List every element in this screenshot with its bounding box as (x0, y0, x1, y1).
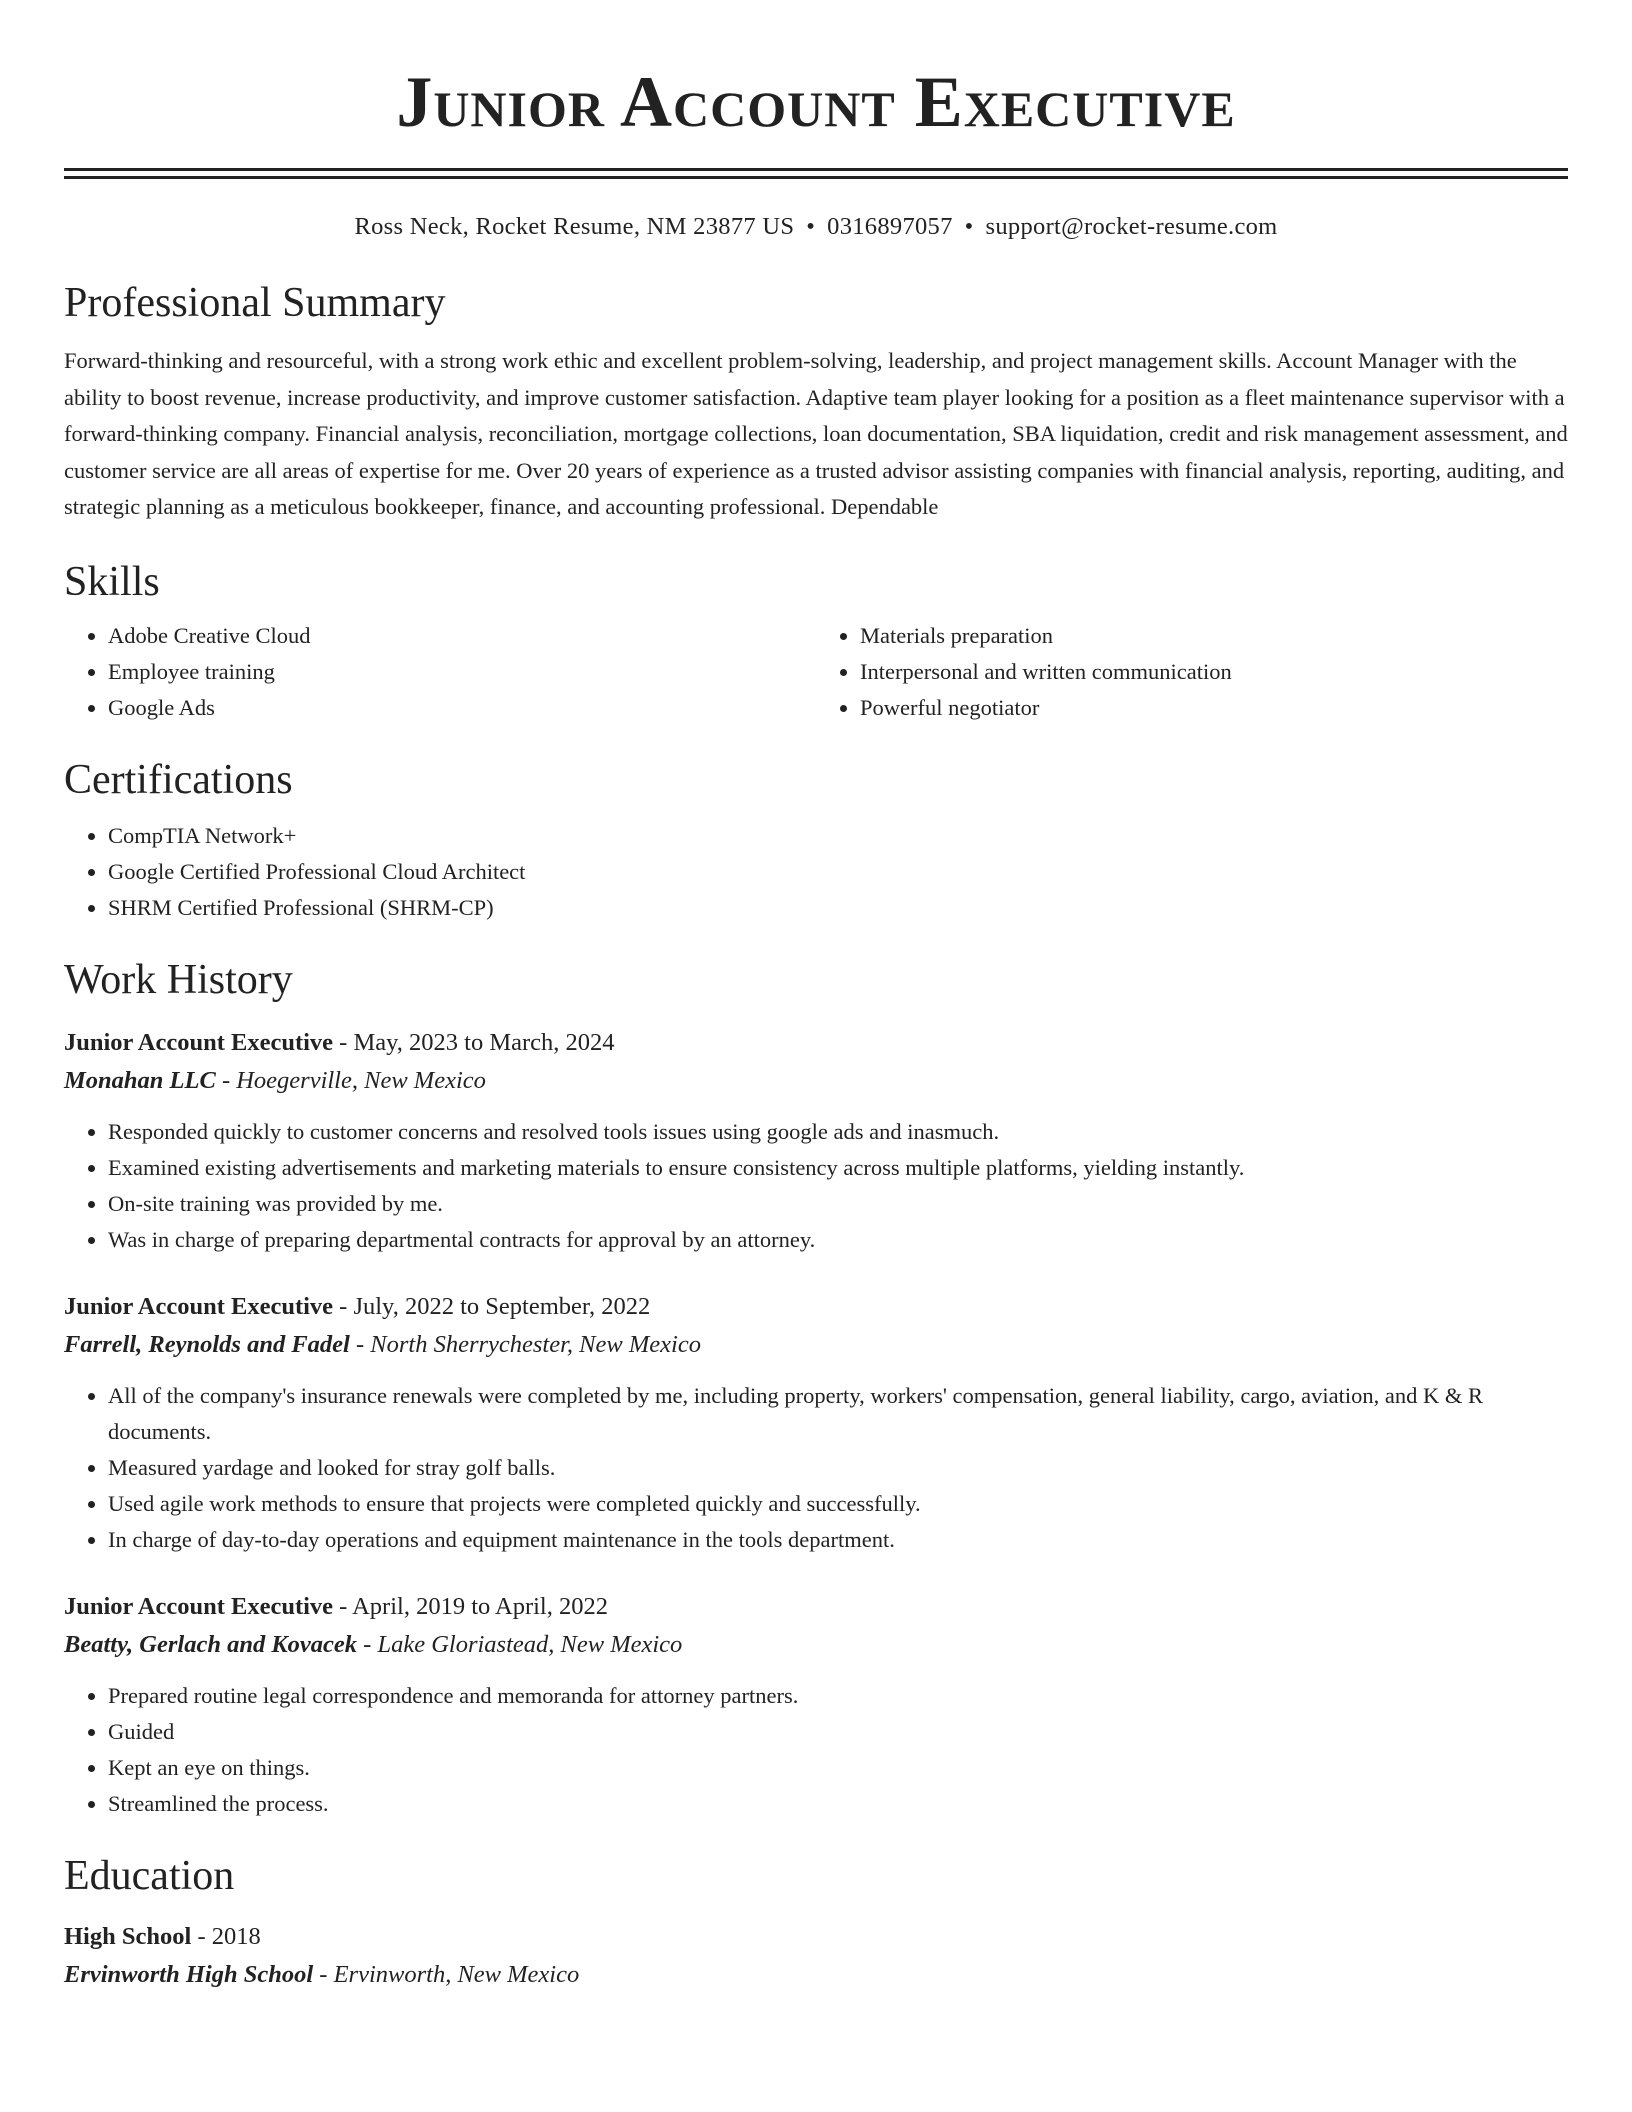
job-bullet: • Kept an eye on things. (108, 1750, 1568, 1786)
company-line (64, 1326, 1568, 1364)
job-bullets (64, 1378, 1568, 1558)
job-bullet: • Streamlined the process. (108, 1786, 1568, 1822)
contact-separator: • (964, 213, 974, 240)
contact-line (64, 209, 1568, 245)
job-entry (64, 1588, 1568, 1822)
skill-item: • Powerful negotiator (860, 690, 1568, 726)
skills-list-left (64, 618, 816, 726)
company-line (64, 1626, 1568, 1664)
company-name: Farrell, Reynolds and Fadel (64, 1330, 350, 1358)
contact-phone: 0316897057 (827, 213, 953, 240)
job-bullet: • Prepared routine legal correspondence and memoranda for attorney partners. (108, 1678, 1568, 1714)
degree-name: High School (64, 1922, 192, 1950)
job-bullet: • Used agile work methods to ensure that projects were completed quickly and successfully. (108, 1486, 1568, 1522)
job-dates: - April, 2019 to April, 2022 (333, 1592, 608, 1620)
company-line (64, 1062, 1568, 1100)
skill-item: • Adobe Creative Cloud (108, 618, 816, 654)
skills-heading: Skills (64, 558, 160, 605)
job-bullet: • Responded quickly to customer concerns and resolved tools issues using google ads and inasmuch. (108, 1114, 1568, 1150)
skills-list-right (816, 618, 1568, 726)
education-entry (64, 1918, 1568, 1994)
skill-item: • Employee training (108, 654, 816, 690)
job-entry (64, 1024, 1568, 1258)
certification-item: • CompTIA Network+ (108, 818, 1568, 854)
skill-item: • Google Ads (108, 690, 816, 726)
certifications-heading: Certifications (64, 756, 293, 803)
skills-columns (64, 618, 1568, 726)
education-heading: Education (64, 1852, 235, 1899)
job-title-line (64, 1288, 1568, 1326)
job-bullet: • Guided (108, 1714, 1568, 1750)
certification-item: • Google Certified Professional Cloud Architect (108, 854, 1568, 890)
job-bullets (64, 1114, 1568, 1258)
school-line (64, 1956, 1568, 1994)
job-bullets (64, 1678, 1568, 1822)
job-bullet: • Examined existing advertisements and marketing materials to ensure consistency across multiple platforms, yielding instantly. (108, 1150, 1568, 1186)
job-bullet: • Measured yardage and looked for stray golf balls. (108, 1450, 1568, 1486)
skill-item: • Interpersonal and written communication (860, 654, 1568, 690)
job-title-line (64, 1588, 1568, 1626)
job-title: Junior Account Executive (64, 1028, 334, 1056)
certifications-list (64, 818, 1568, 926)
school-name: Ervinworth High School (64, 1960, 314, 1988)
company-location: - Lake Gloriastead, New Mexico (357, 1630, 683, 1658)
job-title: Junior Account Executive (64, 1292, 334, 1320)
company-location: - North Sherrychester, New Mexico (349, 1330, 701, 1358)
company-location: - Hoegerville, New Mexico (215, 1066, 486, 1094)
job-dates: - May, 2023 to March, 2024 (333, 1028, 615, 1056)
company-name: Monahan LLC (64, 1066, 216, 1094)
job-title-line (64, 1024, 1568, 1062)
title-double-rule (64, 168, 1568, 179)
job-dates: - July, 2022 to September, 2022 (333, 1292, 651, 1320)
work-history-heading: Work History (64, 956, 293, 1003)
job-title: Junior Account Executive (64, 1592, 334, 1620)
summary-text: Forward-thinking and resourceful, with a strong work ethic and excellent problem-solving, leadership, and project management skills. Account Manager with the ability to boost revenue, increase productivity, and improve customer satisfaction. Adaptive team player looking for a position as a fleet maintenance supervisor with a forward-thinking company. Financial analysis, reconciliation, mortgage collections, loan documentation, SBA liquidation, credit and risk management assessment, and customer service are all areas of expertise for me. Over 20 years of experience as a trusted advisor assisting companies with financial analysis, reporting, auditing, and strategic planning as a meticulous bookkeeper, finance, and accounting professional. Dependable (64, 348, 1568, 519)
school-location: - Ervinworth, New Mexico (313, 1960, 580, 1988)
certification-item: • SHRM Certified Professional (SHRM-CP) (108, 890, 1568, 926)
degree-line (64, 1918, 1568, 1956)
contact-email: support@rocket-resume.com (985, 213, 1278, 240)
job-bullet: • Was in charge of preparing departmental contracts for approval by an attorney. (108, 1222, 1568, 1258)
job-bullet: • On-site training was provided by me. (108, 1186, 1568, 1222)
job-bullet: • In charge of day-to-day operations and equipment maintenance in the tools department. (108, 1522, 1568, 1558)
skill-item: • Materials preparation (860, 618, 1568, 654)
job-bullet: • All of the company's insurance renewals were completed by me, including property, workers' compensation, general liability, cargo, aviation, and K & R documents. (108, 1378, 1568, 1450)
resume-title: Junior Account Executive (396, 62, 1236, 142)
summary-heading: Professional Summary (64, 280, 446, 326)
contact-separator: • (806, 213, 816, 240)
job-entry (64, 1288, 1568, 1558)
company-name: Beatty, Gerlach and Kovacek (64, 1630, 358, 1658)
contact-address: Ross Neck, Rocket Resume, NM 23877 US (354, 213, 795, 240)
degree-year: - 2018 (191, 1922, 261, 1950)
